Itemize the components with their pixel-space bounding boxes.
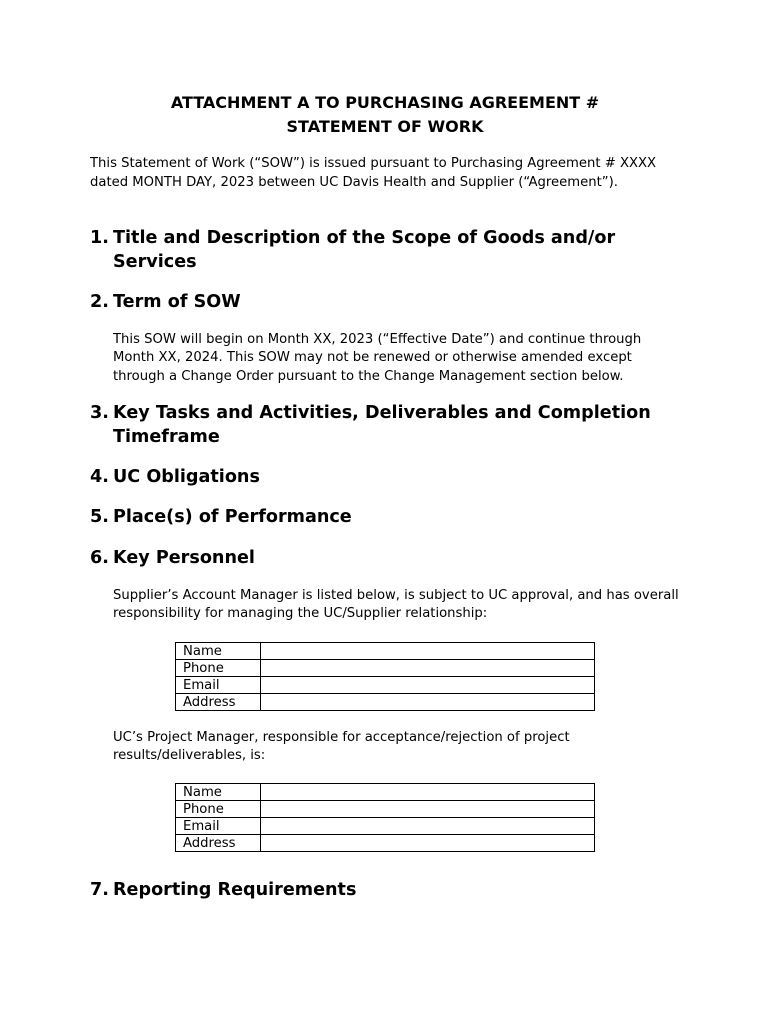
section-title: Place(s) of Performance	[113, 507, 352, 527]
section-heading-1	[90, 227, 690, 274]
table-cell-label: Address	[176, 835, 261, 852]
table-cell-label: Name	[176, 784, 261, 801]
table-row	[176, 694, 595, 711]
section-heading-2	[90, 291, 690, 315]
table-row	[176, 784, 595, 801]
section-title: UC Obligations	[113, 467, 260, 487]
section-number: 6.	[90, 548, 109, 568]
table-row	[176, 677, 595, 694]
section-number: 4.	[90, 467, 109, 487]
section-title: Title and Description of the Scope of Goods and/or Services	[113, 228, 616, 272]
table-row	[176, 660, 595, 677]
table-cell-value[interactable]	[261, 643, 595, 660]
section-number: 1.	[90, 228, 109, 248]
supplier-manager-paragraph: Supplier’s Account Manager is listed below, is subject to UC approval, and has overall responsibility for managing the UC/Supplier relationship:	[113, 588, 679, 622]
supplier-contact-table	[175, 642, 595, 711]
term-paragraph: This SOW will begin on Month XX, 2023 (“Effective Date”) and continue through Month XX, 2024. This SOW may not be renewed or otherwise amended except through a Change Order pursuant to the Change Management section below.	[113, 332, 642, 384]
table-cell-label: Email	[176, 677, 261, 694]
section-number: 2.	[90, 292, 109, 312]
section-number: 7.	[90, 880, 109, 900]
table-row	[176, 818, 595, 835]
table-row	[176, 643, 595, 660]
table-cell-value[interactable]	[261, 784, 595, 801]
intro-paragraph: This Statement of Work (“SOW”) is issued pursuant to Purchasing Agreement # XXXX dated MONTH DAY, 2023 between UC Davis Health and Supplier (“Agreement”).	[90, 156, 657, 190]
table-cell-value[interactable]	[261, 677, 595, 694]
section-title: Key Personnel	[113, 548, 255, 568]
table-cell-value[interactable]	[261, 801, 595, 818]
section-title: Reporting Requirements	[113, 880, 357, 900]
section-heading-7	[90, 879, 690, 903]
section-heading-3	[90, 402, 690, 449]
document-title-line-2: STATEMENT OF WORK	[286, 117, 484, 136]
table-row	[176, 801, 595, 818]
table-cell-label: Phone	[176, 660, 261, 677]
section-heading-4	[90, 466, 690, 490]
table-cell-value[interactable]	[261, 694, 595, 711]
section-heading-5	[90, 506, 690, 530]
table-cell-label: Phone	[176, 801, 261, 818]
table-cell-value[interactable]	[261, 660, 595, 677]
section-number: 5.	[90, 507, 109, 527]
section-title: Key Tasks and Activities, Deliverables and Completion Timeframe	[113, 403, 651, 447]
table-cell-label: Email	[176, 818, 261, 835]
section-number: 3.	[90, 403, 109, 423]
table-cell-value[interactable]	[261, 818, 595, 835]
section-heading-6	[90, 547, 690, 571]
table-cell-label: Name	[176, 643, 261, 660]
table-cell-label: Address	[176, 694, 261, 711]
table-cell-value[interactable]	[261, 835, 595, 852]
uc-contact-table	[175, 783, 595, 852]
table-row	[176, 835, 595, 852]
section-title: Term of SOW	[113, 292, 241, 312]
document-title-line-1: ATTACHMENT A TO PURCHASING AGREEMENT #	[170, 93, 600, 112]
uc-manager-paragraph: UC’s Project Manager, responsible for acceptance/rejection of project results/deliverables, is:	[113, 730, 570, 764]
